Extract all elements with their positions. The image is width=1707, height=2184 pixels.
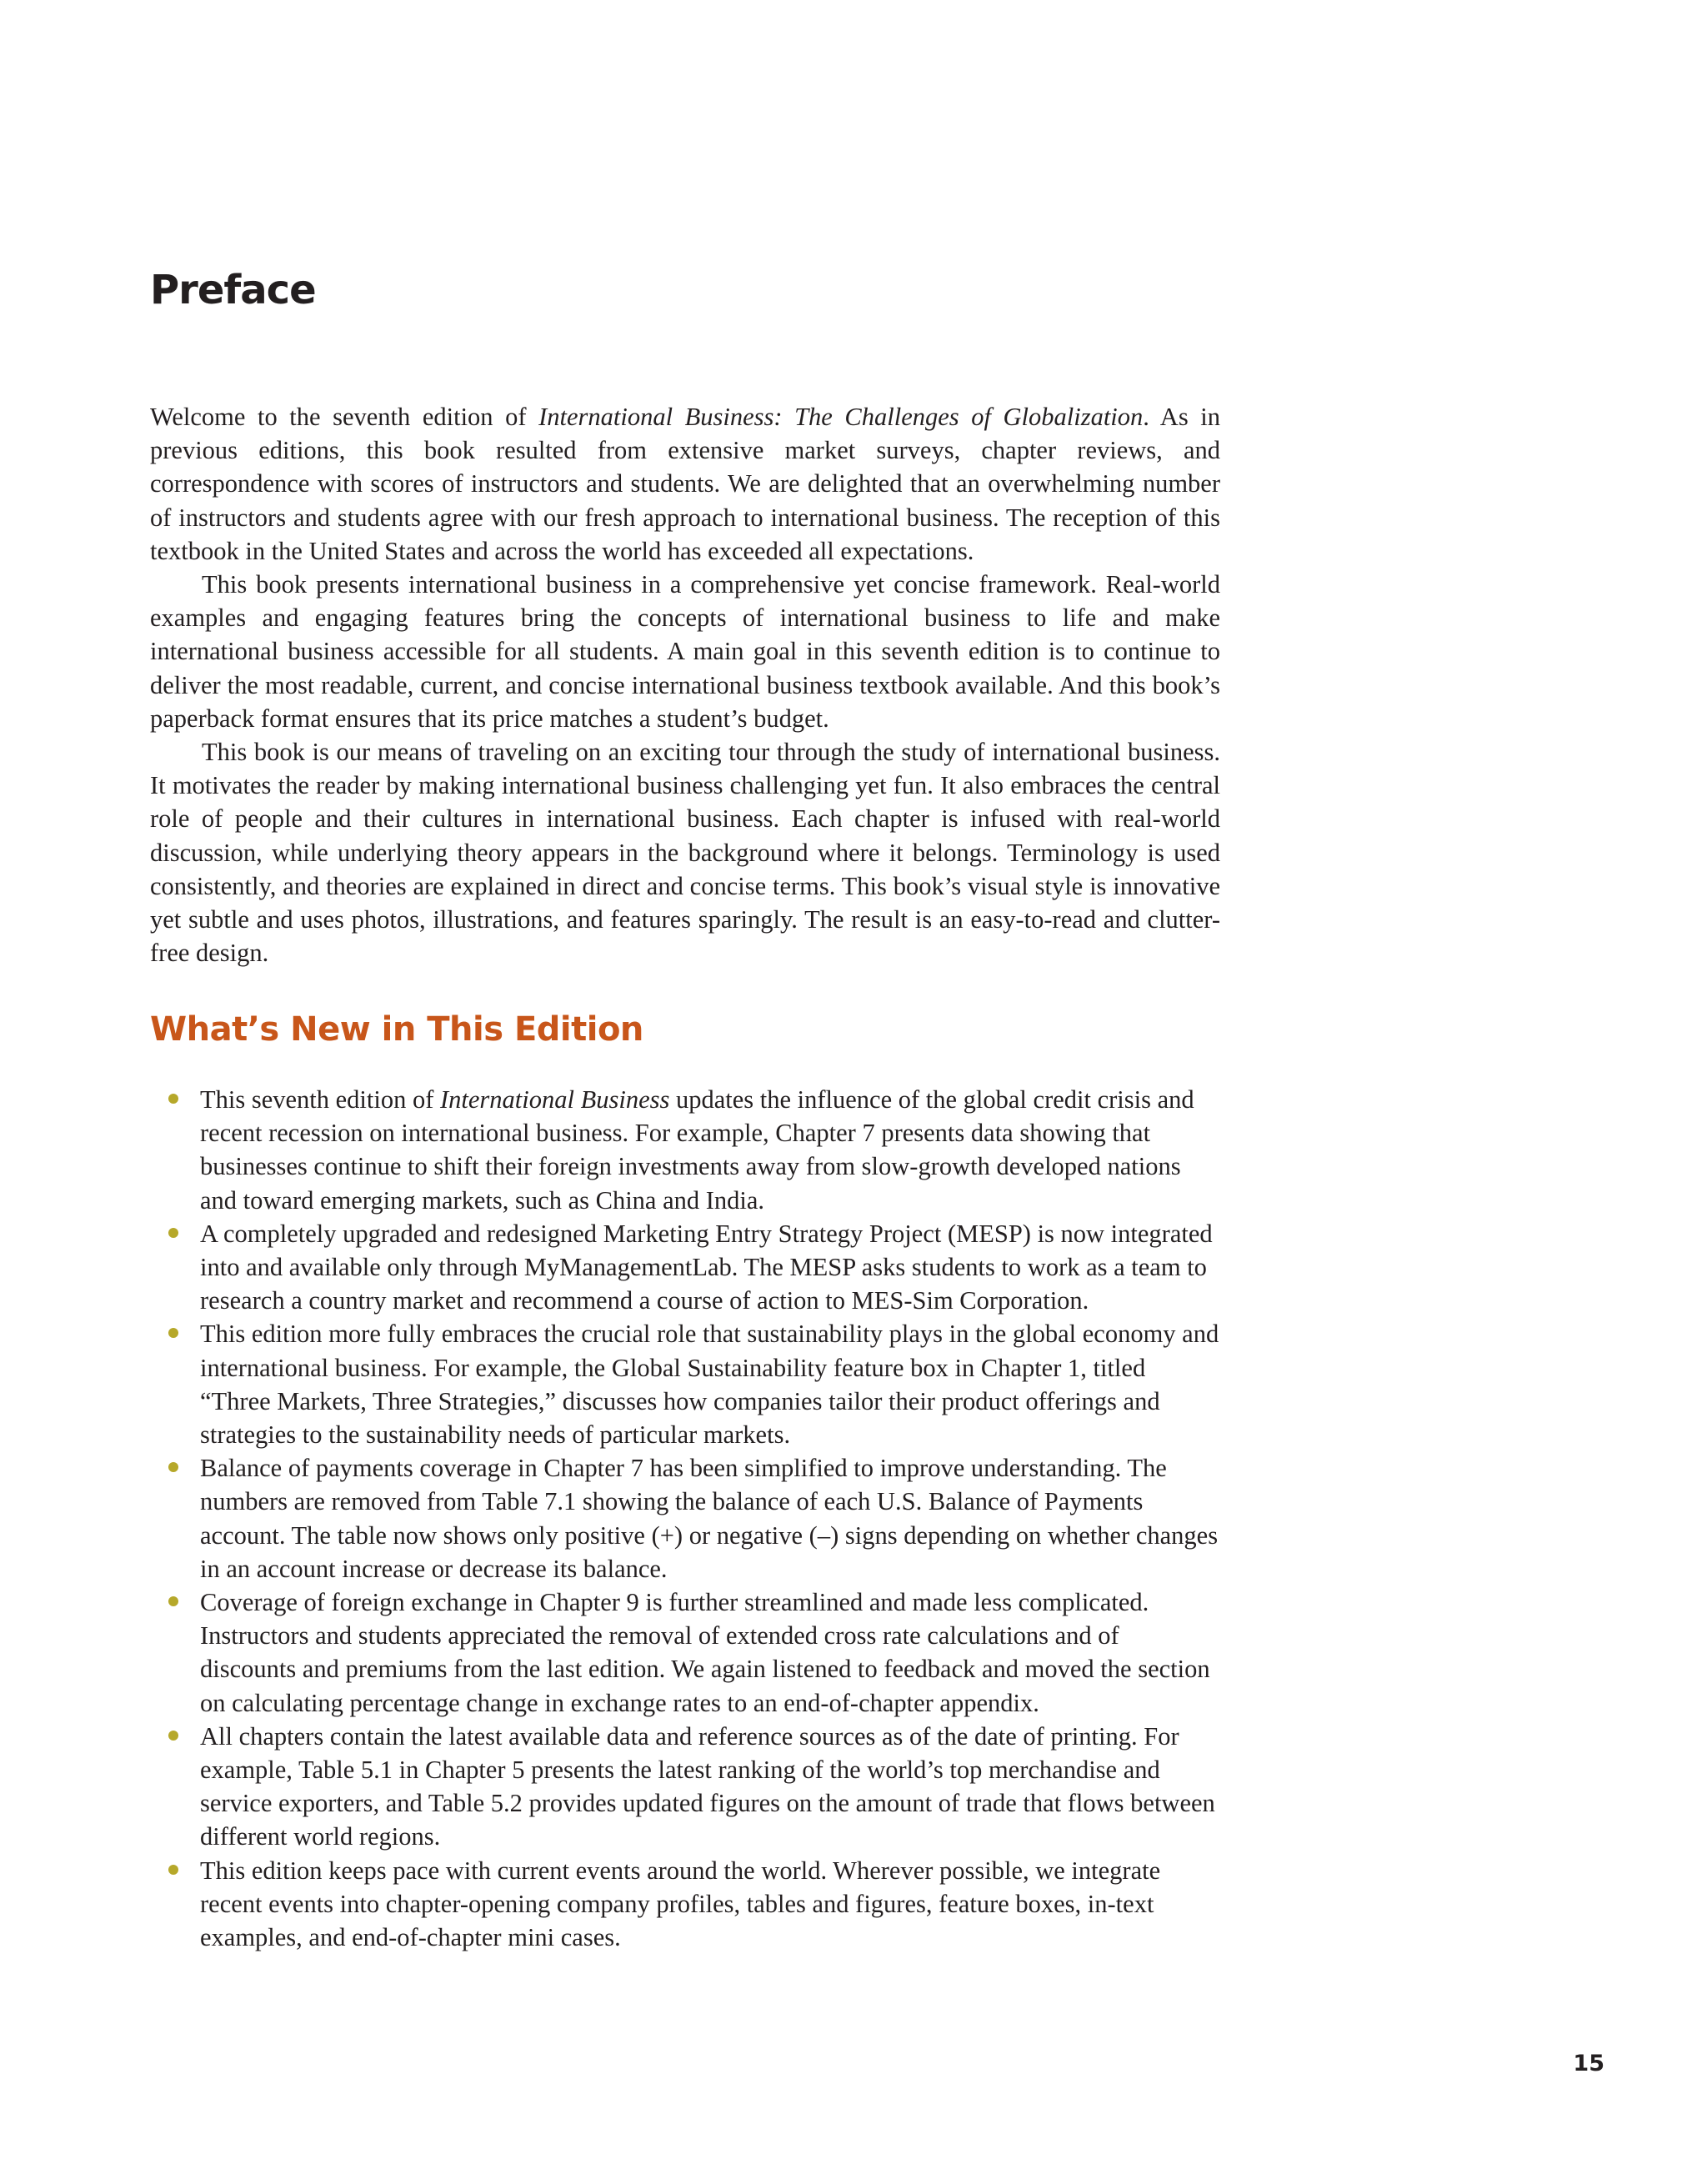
list-item-text: Coverage of foreign exchange in Chapter 9 is further streamlined and made less complicated. Instructors and students appreciated the removal of extended cross rate calculations and of discounts and premiums from the last edition. We again listened to feedback and moved the section on calculating percentage change in exchange rates to an end-of-chapter appendix. <box>200 1588 1210 1717</box>
whats-new-heading: What’s New in This Edition <box>150 1010 643 1049</box>
bullet-icon <box>168 1462 178 1472</box>
list-item <box>200 1451 1220 1585</box>
whats-new-list <box>200 1083 1220 1954</box>
intro-paragraph-2: This book presents international business in a comprehensive yet concise framework. Real-world examples and engaging features bring the concepts of international business to life and make international business accessible for all students. A main goal in this seventh edition is to continue to deliver the most readable, current, and concise international business textbook available. And this book’s paperback format ensures that its price matches a student’s budget. <box>150 570 1220 733</box>
list-item-text: A completely upgraded and redesigned Marketing Entry Strategy Project (MESP) is now integrated into and available only through MyManagementLab. The MESP asks students to work as a team to research a country market and recommend a course of action to MES-Sim Corporation. <box>200 1219 1213 1315</box>
page-title: Preface <box>150 267 316 313</box>
bullet-icon <box>168 1228 178 1238</box>
bullet-icon <box>168 1731 178 1741</box>
bullet-icon <box>168 1094 178 1104</box>
book-title: International Business: The Challenges of Globalization <box>538 403 1144 431</box>
book-title-short: International Business <box>440 1085 670 1114</box>
list-item-lead: This seventh edition of <box>200 1085 441 1114</box>
list-item <box>200 1317 1220 1451</box>
list-item-text: This edition keeps pace with current events around the world. Wherever possible, we integrate recent events into chapter-opening company profiles, tables and figures, feature boxes, in-text examples, and end-of-chapter mini cases. <box>200 1856 1161 1952</box>
list-item <box>200 1585 1220 1720</box>
list-item <box>200 1854 1220 1955</box>
bullet-icon <box>168 1328 178 1338</box>
preface-body <box>150 400 1220 969</box>
intro-paragraph-1-rest: . As in previous editions, this book resulted from extensive market surveys, chapter reviews, and correspondence with scores of instructors and students. We are delighted that an overwhelming number of instructors and students agree with our fresh approach to international business. The reception of this textbook in the United States and across the world has exceeded all expectations. <box>150 403 1220 565</box>
intro-paragraph-1-lead: Welcome to the seventh edition of <box>150 403 539 431</box>
list-item <box>200 1083 1220 1217</box>
bullet-icon <box>168 1865 178 1875</box>
list-item <box>200 1720 1220 1854</box>
list-item-text: All chapters contain the latest available data and reference sources as of the date of printing. For example, Table 5.1 in Chapter 5 presents the latest ranking of the world’s top merchandise and service exporters, and Table 5.2 provides updated figures on the amount of trade that flows between different world regions. <box>200 1721 1215 1851</box>
intro-paragraph-3: This book is our means of traveling on an exciting tour through the study of international business. It motivates the reader by making international business challenging yet fun. It also embraces the central role of people and their cultures in international business. Each chapter is infused with real-world discussion, while underlying theory appears in the background where it belongs. Terminology is used consistently, and theories are explained in direct and concise terms. This book’s visual style is innovative yet subtle and uses photos, illustrations, and features sparingly. The result is an easy-to-read and clutter-free design. <box>150 738 1220 968</box>
list-item-text: This edition more fully embraces the crucial role that sustainability plays in the global economy and international business. For example, the Global Sustainability feature box in Chapter 1, titled “Three Markets, Three Strategies,” discusses how companies tailor their product offerings and strategies to the sustainability needs of particular markets. <box>200 1320 1219 1450</box>
intro-paragraph-1 <box>150 400 1220 568</box>
list-item-rest: updates the influence of the global credit crisis and recent recession on international business. For example, Chapter 7 presents data showing that businesses continue to shift their foreign investments away from slow-growth developed nations and toward emerging markets, such as China and India. <box>200 1085 1194 1215</box>
page-number: 15 <box>1573 2051 1604 2076</box>
bullet-icon <box>168 1596 178 1606</box>
list-item-text: Balance of payments coverage in Chapter 7 has been simplified to improve understanding. The numbers are removed from Table 7.1 showing the balance of each U.S. Balance of Payments account. The table now shows only positive (+) or negative (–) signs depending on whether changes in an account increase or decrease its balance. <box>200 1454 1219 1583</box>
list-item <box>200 1217 1220 1318</box>
